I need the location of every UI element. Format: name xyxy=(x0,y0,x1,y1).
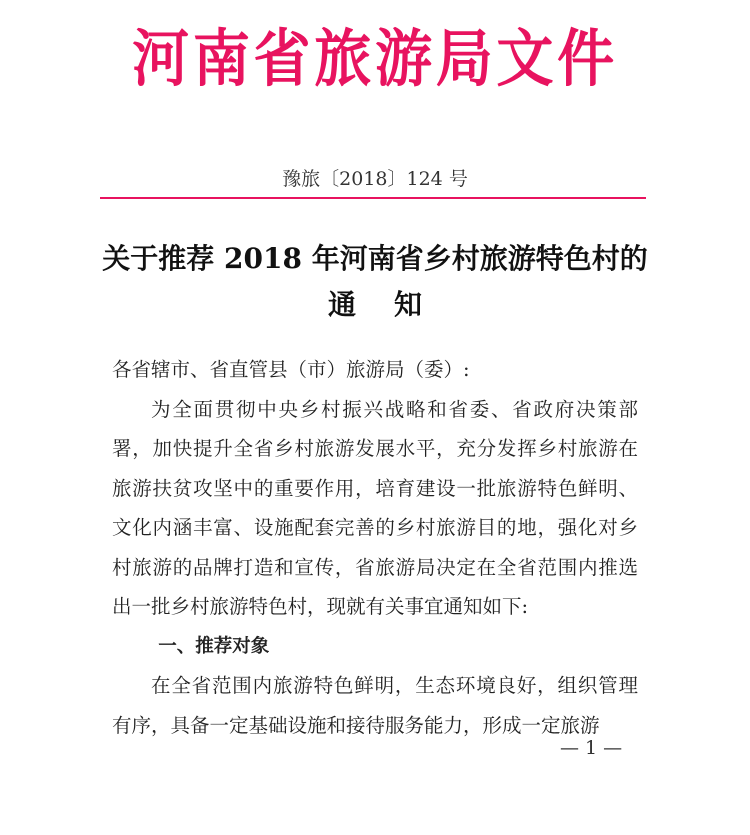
salutation: 各省辖市、省直管县（市）旅游局（委）: xyxy=(112,358,470,381)
page-number: — 1 — xyxy=(560,737,623,759)
org-header-title: 河南省旅游局文件 xyxy=(132,22,618,95)
paragraph-recommend-target: 在全省范围内旅游特色鲜明，生态环境良好，组织管理有序，具备一定基础设施和接待服务能力，形成一定旅游 xyxy=(112,674,638,737)
document-body xyxy=(112,350,638,745)
red-divider-line xyxy=(100,197,646,199)
title-line-1: 关于推荐 2018 年河南省乡村旅游特色村的 xyxy=(102,242,648,275)
section-heading-recommend-target: 一、推荐对象 xyxy=(158,635,270,657)
document-number: 豫旅〔2018〕124 号 xyxy=(282,168,468,190)
paragraph-intro: 为全面贯彻中央乡村振兴战略和省委、省政府决策部署，加快提升全省乡村旅游发展水平，充分发挥乡村旅游在旅游扶贫攻坚中的重要作用，培育建设一批旅游特色鲜明、文化内涵丰富、设施配套完善的乡村旅游目的地，强化对乡村旅游的品牌打造和宣传，省旅游局决定在全省范围内推选出一批乡村旅游特色村，现就有关事宜通知如下: xyxy=(112,397,638,618)
title-line-2: 通知 xyxy=(327,288,460,321)
document-title xyxy=(0,236,750,328)
